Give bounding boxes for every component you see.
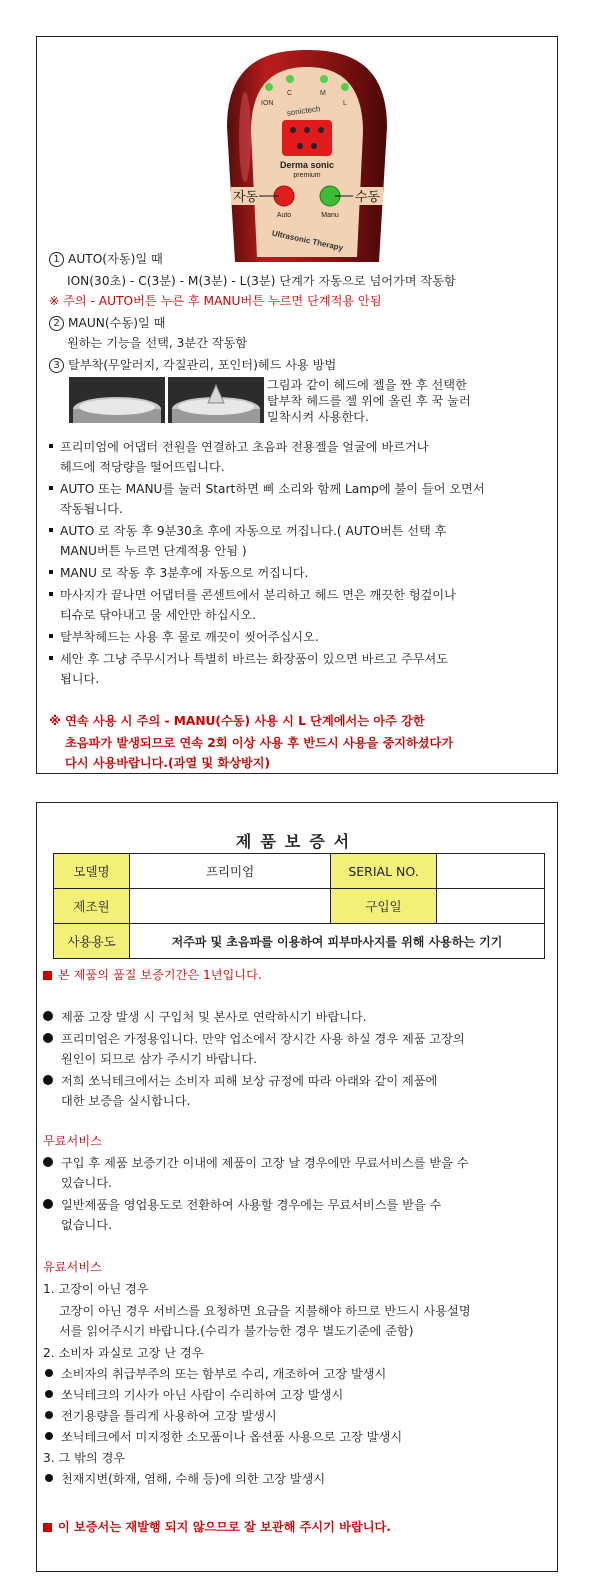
serial-label: SERIAL NO. [331, 854, 437, 889]
bullet-3-cont: MANU버튼 누르면 단계적용 안됨 ) [60, 544, 247, 558]
number-1-icon: 1 [49, 252, 64, 267]
warning-line-1: ※ 연속 사용 시 주의 - MANU(수동) 사용 시 L 단계에서는 아주 강한 [49, 714, 425, 728]
transducer-panel [282, 120, 332, 156]
bullet-icon [43, 1157, 53, 1167]
photo-text-2: 탈부착 헤드를 젤 위에 올린 후 꾹 눌러 [267, 394, 471, 408]
free-1: 구입 후 제품 보증기간 이내에 제품이 고장 날 경우에만 무료서비스를 받을 수 [43, 1155, 469, 1171]
red-square-icon [43, 1523, 52, 1532]
warranty-title: 제품보증서 [235, 832, 359, 851]
head-photo-1 [69, 377, 165, 423]
brand-text: sonictech [286, 104, 321, 118]
general-2-cont: 원인이 되므로 삼가 주시기 바랍니다. [61, 1052, 257, 1066]
bullet-6: 탈부착헤드는 사용 후 물로 깨끗이 씻어주십시오. [49, 629, 319, 645]
paid-2-item-3: 전기용량을 틀리게 사용하여 고장 발생시 [45, 1408, 277, 1424]
warranty-period: 본 제품의 품질 보증기간은 1년입니다. [43, 967, 262, 983]
caution-1: ※ 주의 - AUTO버튼 누른 후 MANU버튼 누르면 단계적용 안됨 [49, 294, 382, 308]
callout-manu: 수동 [355, 190, 381, 205]
item1-desc: ION(30초) - C(3분) - M(3분) - L(3분) 단계가 자동으로 넘어가며 작동함 [67, 274, 456, 288]
paid-1-desc-1: 고장이 아닌 경우 서비스를 요청하면 요금을 지불해야 하므로 반드시 사용설명 [59, 1304, 471, 1318]
led-label-ion: ION [261, 100, 274, 107]
bullet-icon [43, 1199, 53, 1209]
photo-text-1: 그림과 같이 헤드에 젤을 짠 후 선택한 [267, 378, 467, 392]
paid-2-title: 2. 소비자 과실로 고장 난 경우 [43, 1346, 204, 1360]
model-value: 프리미엄 [130, 854, 331, 889]
free-2-cont: 없습니다. [61, 1218, 112, 1232]
head-photo-2 [168, 377, 264, 423]
bullet-icon [43, 1033, 53, 1043]
led-label-m: M [320, 90, 326, 97]
use-label: 사용용도 [54, 924, 130, 959]
general-3-cont: 대한 보증을 실시합니다. [61, 1094, 191, 1108]
bullet-4: MANU 로 작동 후 3분후에 자동으로 꺼집니다. [49, 565, 308, 581]
free-service-title: 무료서비스 [43, 1134, 102, 1148]
item2-title: 2 MAUN(수동)일 때 [49, 315, 165, 331]
arc-text: Ultrasonic Therapy [271, 228, 344, 253]
bullet-2-cont: 작동됩니다. [60, 502, 123, 516]
general-3: 저희 쏘닉테크에서는 소비자 피해 보상 규정에 따라 아래와 같이 제품에 [43, 1073, 437, 1089]
number-3-icon: 3 [49, 358, 64, 373]
serial-value[interactable] [437, 854, 545, 889]
device-illustration [187, 47, 427, 262]
purchase-value[interactable] [437, 889, 545, 924]
auto-label: Auto [276, 212, 292, 219]
item2-desc: 원하는 기능을 선택, 3분간 작동함 [67, 336, 248, 350]
paid-1-title: 1. 고장이 아닌 경우 [43, 1282, 149, 1296]
led-label-c: C [287, 90, 293, 97]
bullet-5-cont: 티슈로 닦아내고 물 세안만 하십시오. [60, 608, 256, 622]
red-square-icon [43, 971, 52, 980]
model-label: 모델명 [54, 854, 130, 889]
paid-2-item-2: 쏘닉테크의 기사가 아닌 사람이 수리하여 고장 발생시 [45, 1387, 343, 1403]
item3-title: 3 탈부착(무알러지, 각질관리, 포인터)헤드 사용 방법 [49, 357, 336, 373]
bullet-icon [45, 1390, 53, 1398]
bullet-1-cont: 헤드에 적당량을 떨어뜨립니다. [60, 460, 225, 474]
bullet-icon [45, 1411, 53, 1419]
bullet-icon [45, 1474, 53, 1482]
maker-label: 제조원 [54, 889, 130, 924]
bullet-icon [43, 1075, 53, 1085]
model-line-1: Derma sonic [279, 160, 335, 170]
bullet-7: 세안 후 그냥 주무시거나 특별히 바르는 화장품이 있으면 바르고 주무셔도 [49, 651, 448, 667]
instruction-panel [36, 36, 558, 774]
warranty-panel [36, 802, 558, 1572]
bullet-5: 마사지가 끝나면 어댑터를 콘센트에서 분리하고 헤드 면은 깨끗한 헝겊이나 [49, 587, 456, 603]
warning-line-2: 초음파가 발생되므로 연속 2회 이상 사용 후 반드시 사용을 중지하셨다가 [65, 736, 454, 750]
general-2: 프리미엄은 가정용입니다. 만약 업소에서 장시간 사용 하실 경우 제품 고장의 [43, 1031, 465, 1047]
free-1-cont: 있습니다. [61, 1176, 112, 1190]
item1-title: 1 AUTO(자동)일 때 [49, 251, 163, 267]
paid-3-item-1: 천재지변(화재, 염해, 수해 등)에 의한 고장 발생시 [45, 1471, 325, 1487]
maker-value[interactable] [130, 889, 331, 924]
general-1: 제품 고장 발생 시 구입처 및 본사로 연락하시기 바랍니다. [43, 1009, 367, 1025]
bullet-icon [43, 1011, 53, 1021]
callout-auto: 자동 [233, 190, 259, 205]
bullet-icon [45, 1369, 53, 1377]
keep-notice: 이 보증서는 재발행 되지 않으므로 잘 보관해 주시기 바랍니다. [43, 1519, 391, 1535]
purchase-label: 구입일 [331, 889, 437, 924]
bullet-7-cont: 됩니다. [60, 672, 100, 686]
bullet-2: AUTO 또는 MANU를 눌러 Start하면 삐 소리와 함께 Lamp에 불이 들어 오면서 [49, 481, 485, 497]
paid-service-title: 유료서비스 [43, 1260, 102, 1274]
warranty-table [53, 853, 545, 959]
bullet-3: AUTO 로 작동 후 9분30초 후에 자동으로 꺼집니다.( AUTO버튼 선택 후 [49, 523, 446, 539]
bullet-icon [45, 1432, 53, 1440]
warning-line-3: 다시 사용바랍니다.(과열 및 화상방지) [65, 756, 271, 770]
photo-text-3: 밀착시켜 사용한다. [267, 410, 369, 424]
paid-1-desc-2: 서를 읽어주시기 바랍니다.(수리가 불가능한 경우 별도기준에 준함) [59, 1324, 414, 1338]
paid-2-item-4: 쏘닉테크에서 미지정한 소모품이나 옵션품 사용으로 고장 발생시 [45, 1429, 402, 1445]
number-2-icon: 2 [49, 316, 64, 331]
manu-label: Manu [321, 212, 339, 219]
bullet-1: 프리미엄에 어댑터 전원을 연결하고 초음파 전용젤을 얼굴에 바르거나 [49, 439, 429, 455]
model-line-2: premium [293, 172, 321, 179]
paid-3-title: 3. 그 밖의 경우 [43, 1451, 126, 1465]
paid-2-item-1: 소비자의 취급부주의 또는 함부로 수리, 개조하여 고장 발생시 [45, 1366, 386, 1382]
free-2: 일반제품을 영업용도로 전환하여 사용할 경우에는 무료서비스를 받을 수 [43, 1197, 441, 1213]
led-label-l: L [343, 100, 347, 107]
use-value: 저주파 및 초음파를 이용하여 피부마사지를 위해 사용하는 기기 [130, 924, 545, 959]
